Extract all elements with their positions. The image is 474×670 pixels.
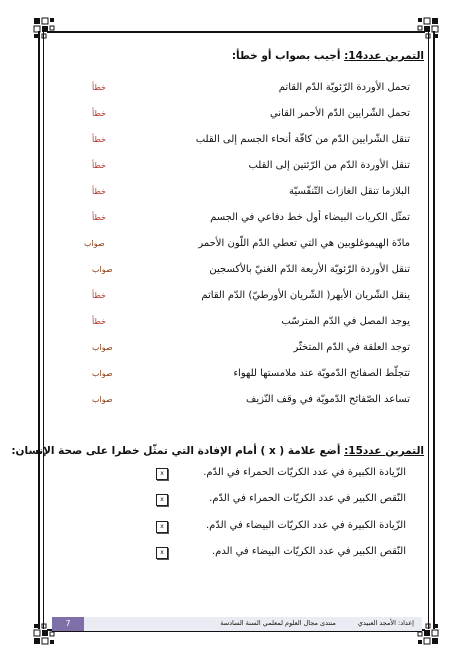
tf-answer: خطأ bbox=[92, 213, 106, 222]
page-footer bbox=[52, 617, 422, 631]
tf-statement: تمثّل الكريات البيضاء أول خط دفاعي في الجسم bbox=[210, 212, 410, 223]
option-item bbox=[52, 467, 424, 485]
tf-answer: صواب bbox=[92, 265, 113, 274]
tf-answer: صواب bbox=[92, 395, 113, 404]
tf-item bbox=[52, 290, 424, 308]
tf-statement: تحمل الأوردة الرّئويّة الدّم القاتم bbox=[278, 82, 410, 93]
option-checkbox[interactable]: x bbox=[156, 494, 168, 506]
option-item bbox=[52, 520, 424, 538]
option-statement: الزّيادة الكبيرة في عدد الكريّات الحمراء في الدّم. bbox=[203, 467, 406, 478]
tf-item bbox=[52, 160, 424, 178]
tf-statement: تتجلّط الصفائح الدّمويّة عند ملامستها للهواء bbox=[233, 368, 410, 379]
tf-statement: يوجد المصل في الدّم المترسّب bbox=[281, 316, 410, 327]
corner-ornament-top-right bbox=[409, 17, 439, 47]
frame-left-line-inner bbox=[43, 31, 44, 629]
exercise-15 bbox=[11, 445, 424, 575]
tf-statement: تحمل الشّرايين الدّم الأحمر القاني bbox=[269, 108, 410, 119]
tf-answer: صواب bbox=[92, 343, 113, 352]
tf-item bbox=[52, 212, 424, 230]
tf-answer: صواب bbox=[84, 239, 105, 248]
corner-ornament-top-left bbox=[33, 17, 63, 47]
exercise-14-instruction: أجيب بصواب أو خطأ: bbox=[231, 50, 345, 62]
option-item bbox=[52, 493, 424, 511]
tf-item bbox=[52, 134, 424, 152]
exercise-14-title bbox=[52, 50, 424, 62]
tf-statement: تنقل الأوردة الدّم من الرّئتين إلى القلب bbox=[248, 160, 410, 171]
tf-statement: تنقل الأوردة الرّئويّة الأربعة الدّم الغنيّ بالأكسجين bbox=[209, 264, 410, 275]
tf-statement: تنقل الشّرايين الدّم من كافّة أنحاء الجسم إلى القلب bbox=[195, 134, 410, 145]
tf-answer: خطأ bbox=[92, 187, 106, 196]
option-statement: النّقص الكبير في عدد الكريّات البيضاء في الدم. bbox=[211, 546, 406, 557]
exercise-14 bbox=[52, 50, 424, 430]
footer-author: إعداد: الأمجد العبيدي bbox=[357, 619, 414, 627]
tf-answer: خطأ bbox=[92, 109, 106, 118]
tf-item bbox=[52, 264, 424, 282]
tf-item bbox=[52, 316, 424, 334]
tf-answer: خطأ bbox=[92, 291, 106, 300]
footer-text bbox=[220, 619, 414, 627]
option-checkbox[interactable]: x bbox=[156, 521, 168, 533]
exercise-15-title bbox=[11, 445, 424, 457]
exercise-15-label: التمرين عدد15: bbox=[344, 445, 424, 457]
frame-right-line bbox=[433, 31, 435, 629]
option-checkbox[interactable]: x bbox=[156, 468, 168, 480]
tf-statement: تساعد الصّفائح الدّمويّة في وقف النّزيف bbox=[245, 394, 410, 405]
tf-answer: صواب bbox=[92, 369, 113, 378]
frame-right-line-inner bbox=[428, 31, 429, 629]
exercise-15-instruction: أضع علامة ( x ) أمام الإفادة التي تمثّل خطرا على صحة الإنسان: bbox=[11, 445, 345, 457]
tf-statement: ينقل الشّريان الأبهر( الشّريان الأورطيّ) الدّم القاتم bbox=[201, 290, 410, 301]
tf-answer: خطأ bbox=[92, 135, 106, 144]
frame-left-line bbox=[38, 31, 40, 629]
option-item bbox=[52, 546, 424, 564]
frame-top-line bbox=[47, 31, 425, 33]
tf-item bbox=[52, 238, 424, 256]
tf-item bbox=[52, 108, 424, 126]
tf-statement: توجد العلقة في الدّم المتخثّر bbox=[293, 342, 410, 353]
tf-statement: البلازما تنقل الغازات التّنفّسيّة bbox=[289, 186, 410, 197]
tf-item bbox=[52, 82, 424, 100]
option-checkbox[interactable]: x bbox=[156, 547, 168, 559]
tf-item bbox=[52, 342, 424, 360]
option-statement: الزّيادة الكبيرة في عدد الكريّات البيضاء في الدّم. bbox=[206, 520, 406, 531]
footer-forum: منتدى مجال العلوم لمعلمي السنة السادسة bbox=[220, 619, 336, 627]
tf-item bbox=[52, 186, 424, 204]
option-statement: النّقص الكبير في عدد الكريّات الحمراء في الدّم. bbox=[209, 493, 406, 504]
tf-answer: خطأ bbox=[92, 83, 106, 92]
tf-item bbox=[52, 368, 424, 386]
page-number: 7 bbox=[52, 617, 84, 631]
tf-item bbox=[52, 394, 424, 412]
tf-statement: مادّة الهيموغلوبين هي التي تعطي الدّم اللّون الأحمر bbox=[198, 238, 410, 249]
footer-underline bbox=[52, 631, 422, 632]
exercise-14-label: التمرين عدد14: bbox=[344, 50, 424, 62]
tf-answer: خطأ bbox=[92, 161, 106, 170]
tf-answer: خطأ bbox=[92, 317, 106, 326]
